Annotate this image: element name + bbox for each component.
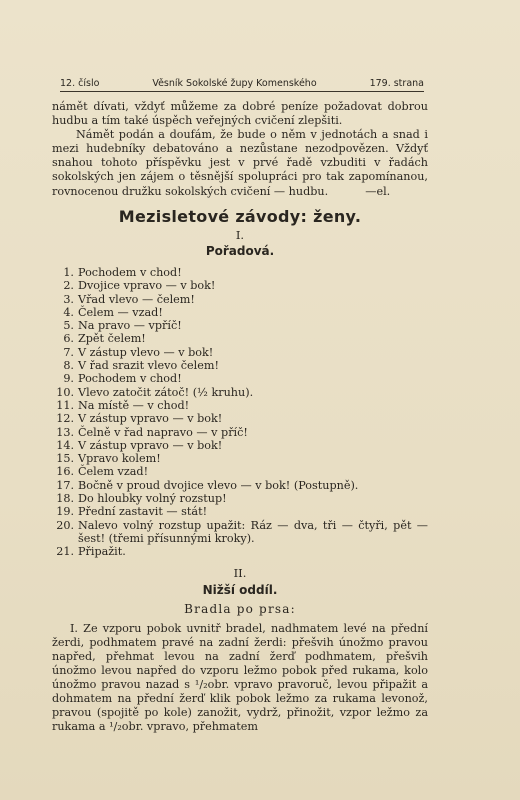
intro-paragraph-1: námět dívati, vždyť můžeme za dobré peníze požadovat dobrou hudbu a tím také úspěch veřejných cvičení zlepšiti. — [52, 100, 428, 128]
list-item — [52, 372, 428, 385]
exercise-paragraph: I. Ze vzporu pobok uvnitř bradel, nadhmatem levé na přední žerdi, podhmatem pravé na zadní žerdi: přešvih únožmo pravou napřed, přehmat levou na zadní žerď podhmatem, přešvih únožmo levou napřed do vzporu ležmo pobok před rukama, kolo únožmo pravou nazad s ¹/₂obr. vpravo pravoruč, levou připažit a dohmatem na přední žerď klik pobok ležmo za rukama levonož, pravou (spojitě po kole) zanožit, vydrž, přinožit, vzpor ležmo za rukama a ¹/₂obr. vpravo, přehmatem — [52, 621, 428, 734]
item-number: 16. — [56, 465, 74, 479]
list-item — [52, 492, 428, 505]
section-1-heading: Pořadová. — [205, 243, 275, 258]
intro-paragraph-2 — [52, 128, 428, 198]
list-item — [52, 319, 428, 332]
item-number: 2. — [63, 279, 74, 293]
list-item — [52, 332, 428, 345]
item-number: 5. — [63, 319, 74, 333]
item-text: Pochodem v chod! — [78, 265, 182, 279]
item-text: V zástup vlevo — v bok! — [78, 345, 214, 359]
section-2-heading: Nižší oddíl. — [202, 582, 278, 597]
item-text: Čelně v řad napravo — v příč! — [78, 425, 248, 439]
page-header — [60, 78, 424, 92]
intro-paragraph-2-text: Námět podán a doufám, že bude o něm v jednotách a snad i mezi hudebníky debatováno a nezůstane nezodpovězen. Vždyť snahou tohoto příspěvku jest v prvé řadě vzbuditi v řadách sokolských jen zájem o těsnější spolupráci pro tak zapomínanou, rovnocenou družku sokolských cvičení — hudbu. — [52, 128, 428, 198]
list-item — [52, 306, 428, 319]
list-item — [52, 426, 428, 439]
signature: —el. — [365, 184, 391, 198]
item-text: V zástup vpravo — v bok! — [78, 438, 223, 452]
list-item — [52, 399, 428, 412]
item-number: 4. — [63, 305, 74, 319]
item-text: Připažit. — [78, 545, 126, 559]
page-number: 179. strana — [369, 78, 424, 89]
item-number: 19. — [56, 505, 74, 519]
item-number: 6. — [63, 332, 74, 346]
item-text: Vlevo zatočit zátoč! (½ kruhu). — [78, 385, 254, 399]
list-item — [52, 519, 428, 546]
journal-title: Věsník Sokolské župy Komenského — [152, 78, 317, 89]
item-number: 8. — [63, 359, 74, 373]
list-item — [52, 479, 428, 492]
item-number: 18. — [56, 491, 74, 505]
item-text: Vpravo kolem! — [78, 452, 161, 466]
list-item — [52, 386, 428, 399]
item-text: Přední zastavit — stát! — [78, 505, 208, 519]
item-text: Bočně v proud dvojice vlevo — v bok! (Postupně). — [78, 478, 359, 492]
list-item — [52, 266, 428, 279]
page-body — [52, 100, 428, 735]
item-number: 17. — [56, 478, 74, 492]
item-number: 20. — [56, 518, 74, 532]
item-text: V zástup vpravo — v bok! — [78, 412, 223, 426]
section-1-numeral: I. — [235, 227, 245, 242]
item-number: 1. — [63, 265, 74, 279]
item-number: 7. — [63, 345, 74, 359]
list-item — [52, 412, 428, 425]
list-item — [52, 505, 428, 518]
item-number: 21. — [56, 545, 74, 559]
item-number: 13. — [56, 425, 74, 439]
item-text: Na pravo — vpříč! — [78, 319, 182, 333]
section-2-subheading: Bradla po prsa: — [184, 601, 296, 616]
list-item — [52, 439, 428, 452]
list-item — [52, 293, 428, 306]
item-text: Čelem vzad! — [78, 465, 149, 479]
item-number: 3. — [63, 292, 74, 306]
section-2-numeral: II. — [233, 566, 247, 581]
list-item — [52, 545, 428, 558]
item-number: 14. — [56, 438, 74, 452]
item-number: 12. — [56, 412, 74, 426]
item-text: Do hloubky volný rozstup! — [78, 491, 227, 505]
item-number: 11. — [56, 398, 74, 412]
issue-number: 12. číslo — [60, 78, 100, 89]
list-item — [52, 452, 428, 465]
list-item — [52, 279, 428, 292]
section-title: Mezisletové závody: ženy. — [118, 206, 362, 226]
item-text: Pochodem v chod! — [78, 372, 182, 386]
item-number: 9. — [63, 372, 74, 386]
item-text: Čelem — vzad! — [78, 305, 163, 319]
item-text: Na místě — v chod! — [78, 398, 190, 412]
item-number: 15. — [56, 452, 74, 466]
list-item — [52, 465, 428, 478]
item-text: Nalevo volný rozstup upažit: Ráz — dva, tři — čtyři, pět — šest! (třemi přísunnými kroky). — [78, 518, 428, 545]
list-item — [52, 346, 428, 359]
item-number: 10. — [56, 385, 74, 399]
item-text: Dvojice vpravo — v bok! — [78, 279, 216, 293]
item-text: V řad srazit vlevo čelem! — [78, 359, 219, 373]
item-text: Vřad vlevo — čelem! — [78, 292, 195, 306]
list-item — [52, 359, 428, 372]
command-list — [52, 266, 428, 559]
item-text: Zpět čelem! — [78, 332, 146, 346]
